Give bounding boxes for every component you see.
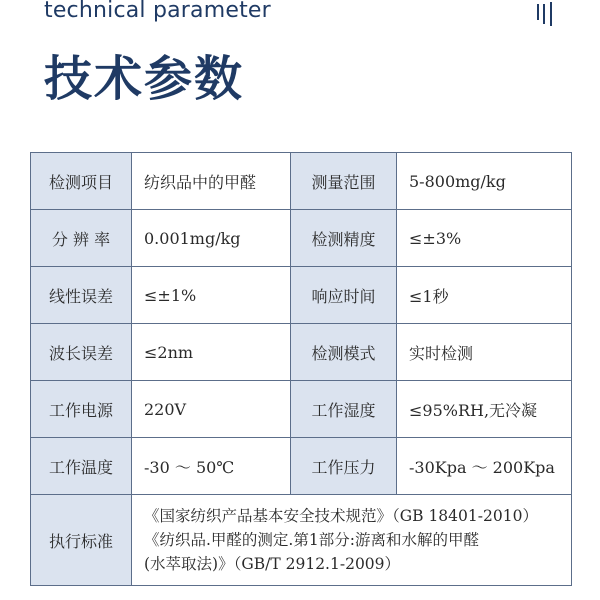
table-row (31, 210, 572, 267)
param-label: 测量范围 (291, 153, 397, 210)
param-label: 工作电源 (31, 381, 132, 438)
section-subtitle: technical parameter (44, 0, 271, 23)
param-label: 检测模式 (291, 324, 397, 381)
param-label: 线性误差 (31, 267, 132, 324)
standard-line: 《国家纺织产品基本安全技术规范》（GB 18401-2010） (144, 507, 538, 525)
standard-line: (水萃取法)》（GB/T 2912.1-2009） (144, 555, 401, 573)
table-row (31, 153, 572, 210)
param-label: 波长误差 (31, 324, 132, 381)
table-row (31, 267, 572, 324)
parameter-table (30, 152, 572, 586)
param-value: -30 ～ 50℃ (132, 438, 291, 495)
param-label: 响应时间 (291, 267, 397, 324)
table-row (31, 438, 572, 495)
param-value: ≤±1% (132, 267, 291, 324)
param-value: ≤1秒 (397, 267, 572, 324)
standard-row (31, 495, 572, 586)
param-label: 工作湿度 (291, 381, 397, 438)
table-row (31, 381, 572, 438)
table-row (31, 324, 572, 381)
param-label: 检测精度 (291, 210, 397, 267)
param-label: 检测项目 (31, 153, 132, 210)
standard-label: 执行标准 (31, 495, 132, 586)
param-value: 0.001mg/kg (132, 210, 291, 267)
standard-line: 《纺织品.甲醛的测定.第1部分:游离和水解的甲醛 (144, 531, 479, 549)
param-value: -30Kpa ～ 200Kpa (397, 438, 572, 495)
param-value: 5-800mg/kg (397, 153, 572, 210)
param-value: ≤±3% (397, 210, 572, 267)
param-value: ≤95%RH,无冷凝 (397, 381, 572, 438)
param-value: 纺织品中的甲醛 (132, 153, 291, 210)
param-value: ≤2nm (132, 324, 291, 381)
param-label: 工作温度 (31, 438, 132, 495)
standard-value (132, 495, 572, 586)
param-value: 实时检测 (397, 324, 572, 381)
decorative-bars-icon (533, 0, 559, 30)
param-label: 工作压力 (291, 438, 397, 495)
param-label: 分 辨 率 (31, 210, 132, 267)
param-value: 220V (132, 381, 291, 438)
page-title: 技术参数 (44, 51, 245, 107)
